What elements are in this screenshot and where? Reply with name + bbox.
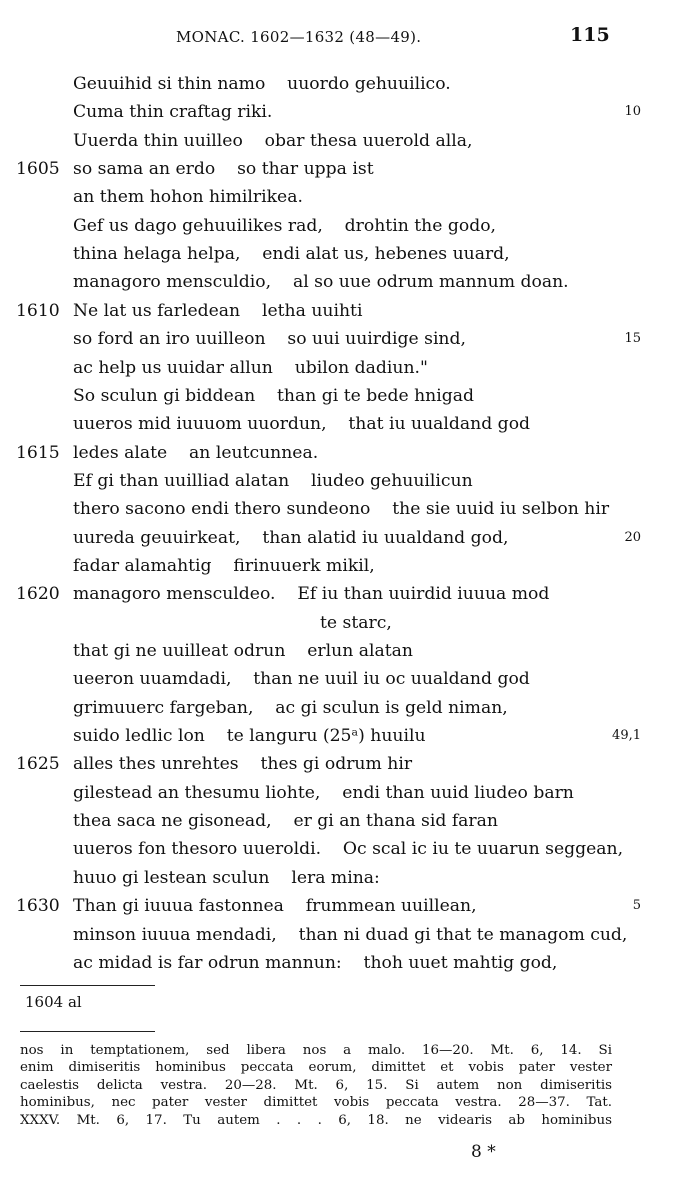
verse-line [0, 410, 687, 438]
verse-text-line: so ford an iro uuilleon so uui uuirdige sind, [73, 329, 466, 350]
verse-text-line: So sculun gi biddean than gi te bede hnigad [73, 385, 474, 406]
note-line: XXXV. Mt. 6, 17. Tu autem . . . 6, 18. ne videaris ab hominibus [20, 1112, 612, 1128]
verse-text-line: uureda geuuirkeat, than alatid iu uualdand god, [73, 527, 509, 548]
verse-line [0, 212, 687, 240]
verse-line [0, 325, 687, 353]
verse-text-line: an them hohon himilrikea. [73, 187, 303, 208]
verse-text-line: Gef us dago gehuuilikes rad, drohtin the godo, [73, 215, 497, 236]
verse-line [0, 665, 687, 693]
verse-text-line: thero sacono endi thero sundeono the sie uuid iu selbon hir [73, 499, 610, 520]
verse-text-line: thea saca ne gisonead, er gi an thana sid faran [73, 811, 498, 832]
verse-text-line: so sama an erdo so thar uppa ist [73, 159, 374, 180]
verse-line [0, 524, 687, 552]
verse-text-line: managoro mensculdio, al so uue odrum mannum doan. [73, 272, 569, 293]
verse-line [0, 892, 687, 920]
verse-line [0, 807, 687, 835]
verse-text-line: grimuuerc fargeban, ac gi sculun is geld niman, [73, 697, 508, 718]
verse-text-line: fadar alamahtig firinuuerk mikil, [73, 555, 375, 576]
verse-line [0, 155, 687, 183]
critical-apparatus: 1604 al [25, 993, 82, 1011]
verse-line [0, 354, 687, 382]
verse-line [0, 183, 687, 211]
margin-reference: 5 [632, 898, 641, 914]
line-number: 1605 [16, 159, 60, 180]
verse-text-line: ac help us uuidar allun ubilon dadiun." [73, 357, 428, 378]
verse-text-line: suido ledlic lon te languru (25ᵃ) huuilu [73, 726, 426, 747]
verse-text-line: te starc, [320, 612, 392, 633]
verse-line [0, 297, 687, 325]
apparatus-divider [20, 985, 155, 986]
running-head: MONAC. 1602—1632 (48—49). [176, 28, 422, 46]
verse-line [0, 552, 687, 580]
verse-text-line: Cuma thin craftag riki. [73, 102, 273, 123]
verse-line [0, 98, 687, 126]
page-number: 115 [570, 24, 610, 46]
verse-text-line: thina helaga helpa, endi alat us, hebenes uuard, [73, 244, 510, 265]
notes-divider [20, 1031, 155, 1032]
note-line: enim dimiseritis hominibus peccata eorum, dimittet et vobis pater vester [20, 1060, 612, 1076]
verse-line [0, 609, 687, 637]
verse-text-line: alles thes unrehtes thes gi odrum hir [73, 754, 413, 775]
verse-text-line: Ef gi than uuilliad alatan liudeo gehuuilicun [73, 470, 473, 491]
line-number: 1615 [16, 442, 60, 463]
verse-text-line: ledes alate an leutcunnea. [73, 442, 319, 463]
verse-text-line: ueeron uuamdadi, than ne uuil iu oc uualdand god [73, 669, 530, 690]
verse-line [0, 694, 687, 722]
verse-text-line: Uuerda thin uuilleo obar thesa uuerold alla, [73, 130, 473, 151]
verse-line [0, 580, 687, 608]
verse-text-line: Ne lat us farledean letha uuihti [73, 300, 363, 321]
verse-line [0, 268, 687, 296]
verse-text-line: huuo gi lestean sculun lera mina: [73, 867, 380, 888]
line-number: 1620 [16, 584, 60, 605]
verse-line [0, 495, 687, 523]
verse-line [0, 439, 687, 467]
margin-reference: 15 [624, 331, 641, 347]
verse-line [0, 864, 687, 892]
verse-line [0, 949, 687, 977]
source-notes [20, 1042, 612, 1129]
verse-line [0, 240, 687, 268]
verse-line [0, 637, 687, 665]
verse-line [0, 779, 687, 807]
verse-text-line: managoro mensculdeo. Ef iu than uuirdid iuuua mod [73, 584, 550, 605]
verse-text-line: Than gi iuuua fastonnea frummean uuillean, [73, 896, 477, 917]
verse-line [0, 382, 687, 410]
margin-reference: 49,1 [612, 728, 641, 744]
verse-line [0, 70, 687, 98]
verse-line [0, 750, 687, 778]
line-number: 1610 [16, 300, 60, 321]
verse-line [0, 835, 687, 863]
verse-text-line: Geuuihid si thin namo uuordo gehuuilico. [73, 74, 451, 94]
verse-text-line: uueros mid iuuuom uuordun, that iu uualdand god [73, 414, 531, 435]
margin-reference: 20 [624, 529, 641, 545]
verse-text-line: gilestead an thesumu liohte, endi than uuid liudeo barn [73, 782, 574, 803]
verse-text-line: that gi ne uuilleat odrun erlun alatan [73, 641, 413, 661]
line-number: 1630 [16, 896, 60, 917]
verse-line [0, 722, 687, 750]
note-line: hominibus, nec pater vester dimittet vobis peccata vestra. 28—37. Tat. [20, 1095, 612, 1111]
note-line: nos in temptationem, sed libera nos a malo. 16—20. Mt. 6, 14. Si [20, 1043, 612, 1058]
verse-line [0, 127, 687, 155]
verse-text-line: ac midad is far odrun mannun: thoh uuet mahtig god, [73, 952, 558, 973]
line-number: 1625 [16, 754, 60, 775]
margin-reference: 10 [624, 104, 641, 120]
verse-line [0, 921, 687, 949]
page-header [0, 26, 687, 48]
verse-text-line: uueros fon thesoro uueroldi. Oc scal ic iu te uuarun seggean, [73, 839, 624, 860]
verse-text-line: minson iuuua mendadi, than ni duad gi that te managom cud, [73, 924, 628, 945]
note-line: caelestis delicta vestra. 20—28. Mt. 6, 15. Si autem non dimiseritis [20, 1077, 612, 1093]
signature-mark: 8 * [471, 1142, 496, 1162]
verse-line [0, 467, 687, 495]
